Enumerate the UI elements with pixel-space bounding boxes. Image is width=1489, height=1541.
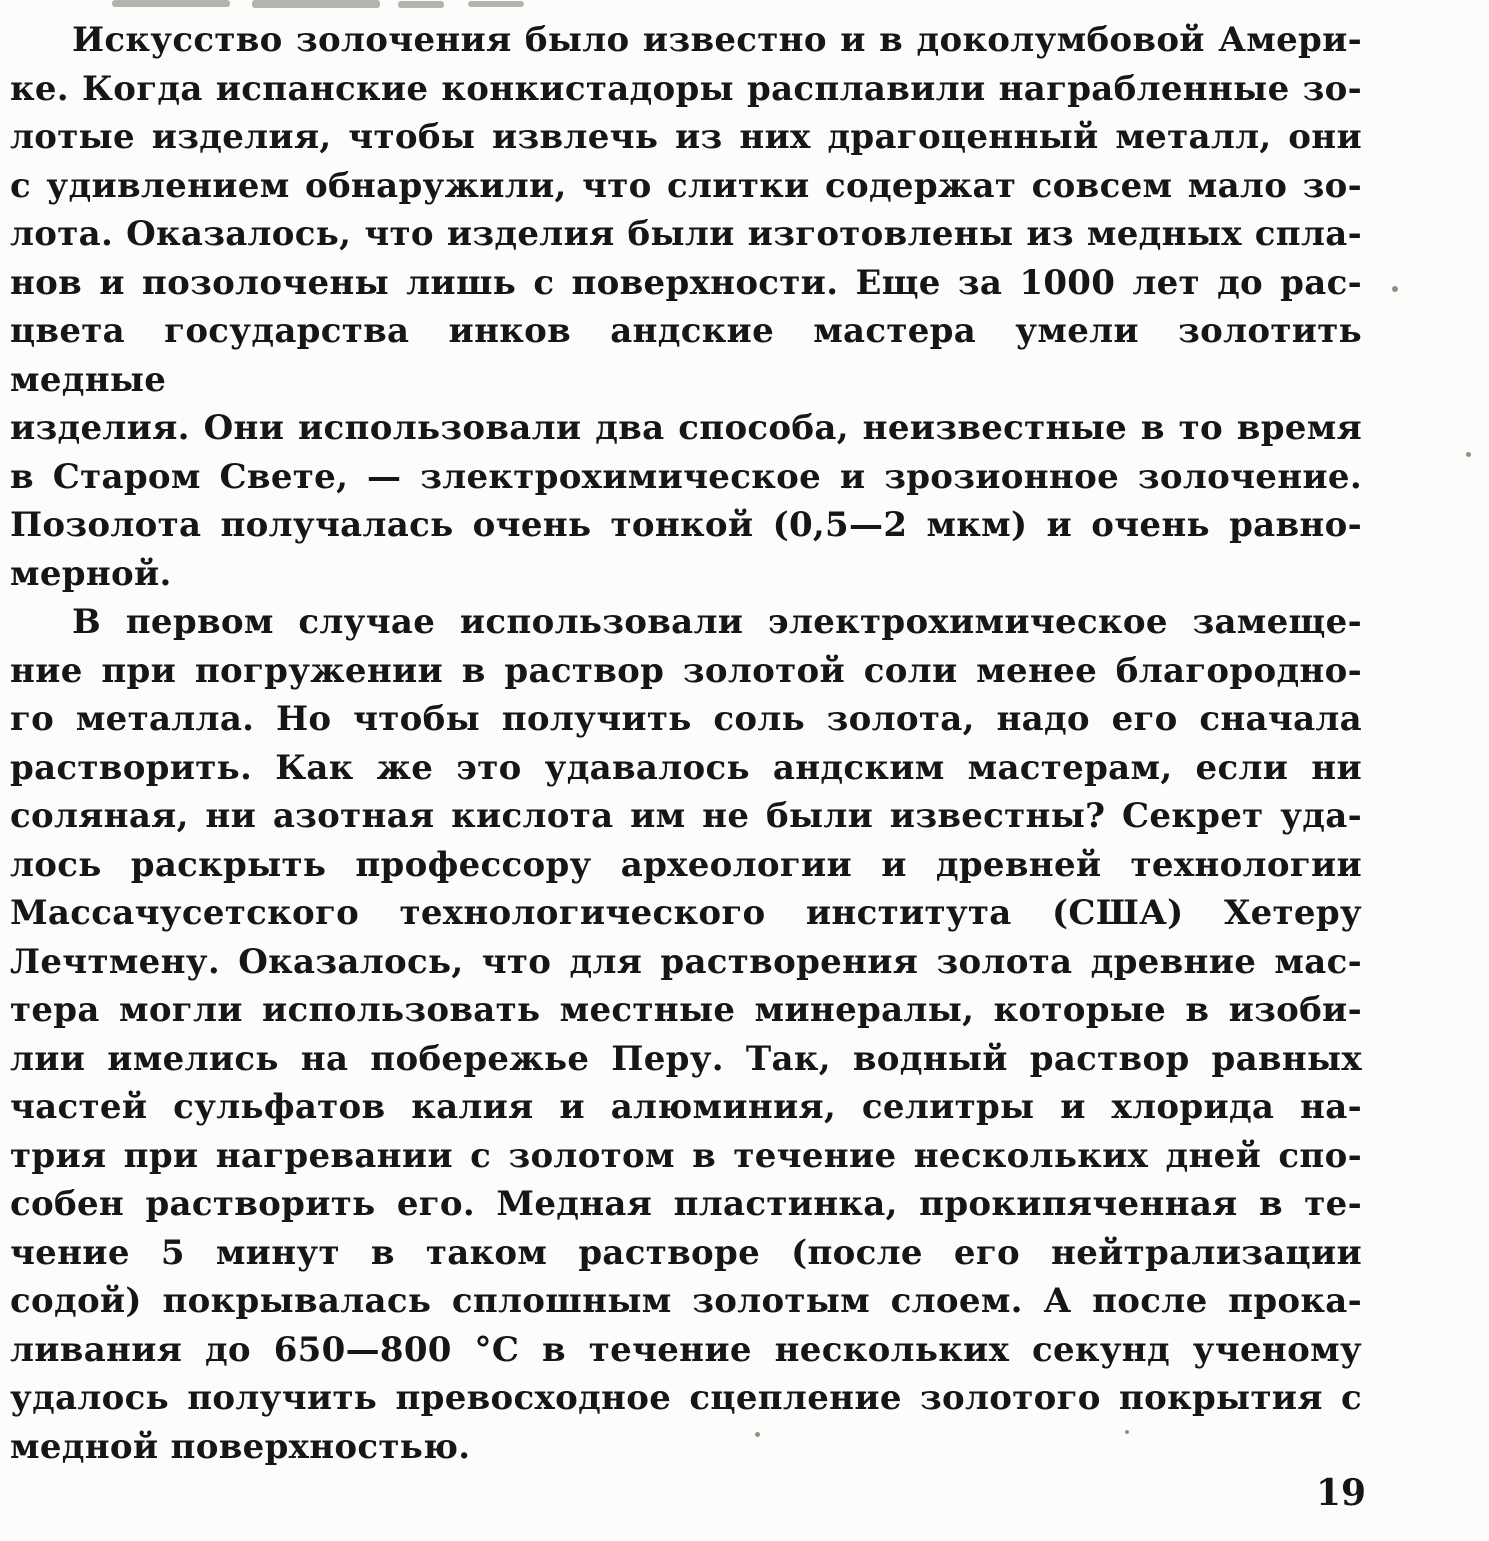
text-line: соляная, ни азотная кислота им не были известны? Секрет уда- xyxy=(10,796,1362,836)
scan-artifact xyxy=(112,0,230,7)
text-line: собен растворить его. Медная пластинка, прокипяченная в те- xyxy=(10,1184,1362,1224)
text-line: ние при погружении в раствор золотой соли менее благородно- xyxy=(10,650,1362,691)
text-line: ливания до 650—800 °С в течение нескольких секунд ученому xyxy=(10,1329,1362,1370)
text-line: Позолота получалась очень тонкой (0,5—2 мкм) и очень равно- xyxy=(10,505,1362,545)
text-line: лота. Оказалось, что изделия были изготовлены из медных спла- xyxy=(10,214,1362,254)
page-number: 19 xyxy=(1316,1472,1367,1514)
scan-speck xyxy=(1466,452,1471,457)
body-text xyxy=(10,16,1362,1471)
text-line: лотые изделия, чтобы извлечь из них драгоценный металл, они xyxy=(10,117,1362,157)
text-line: лось раскрыть профессору археологии и древней технологии xyxy=(10,844,1362,885)
text-line: Лечтмену. Оказалось, что для растворения золота древние мас- xyxy=(10,941,1362,982)
text-line: Массачусетского технологического института (США) Хетеру xyxy=(10,893,1362,933)
scan-artifact xyxy=(252,0,380,8)
text-line: мерной. xyxy=(10,553,172,594)
text-line: го металла. Но чтобы получить соль золота, надо его сначала xyxy=(10,699,1362,739)
text-line: Искусство золочения было известно и в доколумбовой Амери- xyxy=(72,20,1362,60)
text-line: чение 5 минут в таком растворе (после его нейтрализации xyxy=(10,1232,1362,1273)
text-line: медной поверхностью. xyxy=(10,1426,471,1467)
scan-artifact xyxy=(398,1,444,8)
text-line: лии имелись на побережье Перу. Так, водный раствор равных xyxy=(10,1038,1362,1079)
text-line: изделия. Они использовали два способа, неизвестные в то время xyxy=(10,408,1362,448)
text-line: тера могли использовать местные минералы, которые в изоби- xyxy=(10,990,1362,1030)
text-line: трия при нагревании с золотом в течение нескольких дней спо- xyxy=(10,1135,1362,1176)
scan-artifact xyxy=(468,1,524,7)
text-line: в Старом Свете, — злектрохимическое и зрозионное золочение. xyxy=(10,456,1362,497)
text-line: В первом случае использовали электрохимическое замеще- xyxy=(72,602,1362,642)
text-line: цвета государства инков андские мастера умели золотить медные xyxy=(10,311,1362,400)
text-line: нов и позолочены лишь с поверхности. Еще за 1000 лет до рас- xyxy=(10,262,1362,303)
scan-speck xyxy=(1392,286,1398,292)
text-line: удалось получить превосходное сцепление золотого покрытия с xyxy=(10,1378,1362,1418)
text-line: содой) покрывалась сплошным золотым слоем. А после прока- xyxy=(10,1281,1362,1321)
text-line: частей сульфатов калия и алюминия, селитры и хлорида на- xyxy=(10,1087,1362,1127)
text-line: растворить. Как же это удавалось андским мастерам, если ни xyxy=(10,747,1362,788)
text-line: ке. Когда испанские конкистадоры расплавили награбленные зо- xyxy=(10,68,1362,109)
text-line: с удивлением обнаружили, что слитки содержат совсем мало зо- xyxy=(10,165,1362,206)
